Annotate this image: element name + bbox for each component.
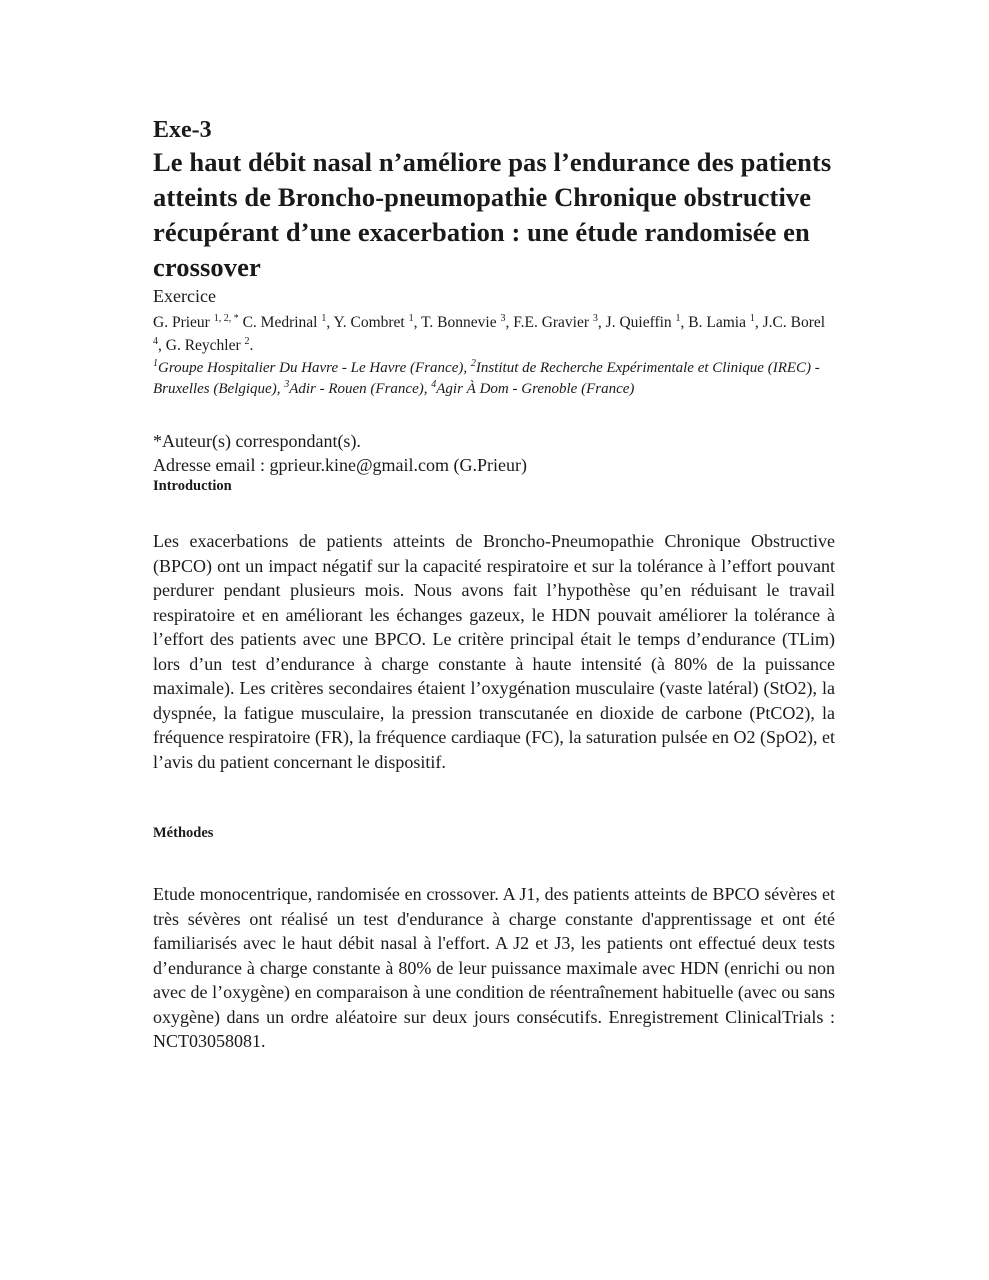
author: Y. Combret — [333, 314, 405, 331]
corresponding-block — [153, 429, 835, 477]
author-affil-sup: 1 — [408, 312, 414, 324]
author: B. Lamia — [688, 314, 746, 331]
author-affil-sup: 3 — [500, 312, 506, 324]
affiliation-list — [153, 358, 835, 399]
author-affil-sup: 1 — [321, 312, 327, 324]
author: J. Quieffin — [605, 314, 672, 331]
methods-heading: Méthodes — [153, 825, 214, 841]
author-sep: , — [754, 314, 759, 331]
author: F.E. Gravier — [513, 314, 590, 331]
affiliation-sup: 3 — [284, 378, 290, 390]
abstract-code: Exe-3 — [153, 117, 212, 143]
affiliation-sup: 4 — [431, 378, 437, 390]
author-affil-sup: 1, 2, * — [213, 312, 239, 324]
author: J.C. Borel — [762, 314, 826, 331]
author-sep: , — [505, 314, 510, 331]
introduction-text: Les exacerbations de patients atteints de Broncho-Pneumopathie Chronique Obstructive (BPCO) ont un impact négatif sur la capacité respiratoire et sur la tolérance à l’effort pouvant perdurer pendant plusieurs mois. Nous avons fait l’hypothèse qu’en réduisant le travail respiratoire et en améliorant les échanges gazeux, le HDN pouvait améliorer la tolérance à l’effort des patients avec une BPCO. Le critère principal était le temps d’endurance (TLim) lors d’un test d’endurance à charge constante à haute intensité (à 80% de la puissance maximale). Les critères secondaires étaient l’oxygénation musculaire (vaste latéral) (StO2), la dyspnée, la fatigue musculaire, la pression transcutanée en dioxide de carbone (PtCO2), la fréquence respiratoire (FR), la fréquence cardiaque (FC), la saturation pulsée en O2 (SpO2), et l’avis du patient concernant le dispositif. — [153, 531, 835, 772]
author: T. Bonnevie — [421, 314, 497, 331]
author: C. Medrinal — [242, 314, 318, 331]
author-sep: , — [326, 314, 331, 331]
abstract-page — [153, 115, 835, 1054]
author: G. Reychler — [165, 337, 241, 354]
author-list — [153, 311, 835, 357]
affiliation: Agir À Dom - Grenoble (France) — [436, 380, 635, 397]
author-sep: , — [597, 314, 602, 331]
author-sep: , — [158, 337, 162, 354]
author-sep: , — [413, 314, 418, 331]
corresponding-author-note: *Auteur(s) correspondant(s). — [153, 431, 361, 451]
author-sep: , — [680, 314, 685, 331]
category-label: Exercice — [153, 286, 216, 306]
methods-text: Etude monocentrique, randomisée en crossover. A J1, des patients atteints de BPCO sévères et très sévères ont réalisé un test d'endurance à charge constante d'apprentissage et ont été familiarisés avec le haut débit nasal à l'effort. A J2 et J3, les patients ont effectué deux tests d’endurance à charge constante à 80% de leur puissance maximale avec HDN (enrichi ou non avec de l’oxygène) en comparaison à une condition de réentraînement habituelle (avec ou sans oxygène) dans un ordre aléatoire sur deux jours consécutifs. Enregistrement ClinicalTrials : NCT03058081. — [153, 884, 835, 1051]
affiliation: Institut de Recherche Expérimentale et Clinique (IREC) - Bruxelles (Belgique), — [153, 360, 820, 397]
affiliation: Adir - Rouen (France), — [289, 380, 428, 397]
author-affil-sup: 1 — [675, 312, 681, 324]
email-line: Adresse email : gprieur.kine@gmail.com (G.Prieur) — [153, 455, 527, 475]
author-affil-sup: 4 — [153, 335, 158, 347]
author-sep: . — [249, 337, 254, 354]
affiliation: Groupe Hospitalier Du Havre - Le Havre (France), — [158, 360, 468, 376]
affiliation-sup: 2 — [470, 358, 476, 369]
author: G. Prieur — [153, 314, 210, 331]
author-affil-sup: 1 — [749, 312, 755, 324]
author-affil-sup: 3 — [592, 312, 598, 324]
paper-title: Le haut débit nasal n’améliore pas l’endurance des patients atteints de Broncho-pneumopathie Chronique obstructive récupérant d’une exacerbation : une étude randomisée en crossover — [153, 147, 832, 282]
author-affil-sup: 2 — [244, 335, 250, 347]
introduction-heading: Introduction — [153, 478, 232, 494]
affiliation-sup: 1 — [153, 358, 158, 369]
